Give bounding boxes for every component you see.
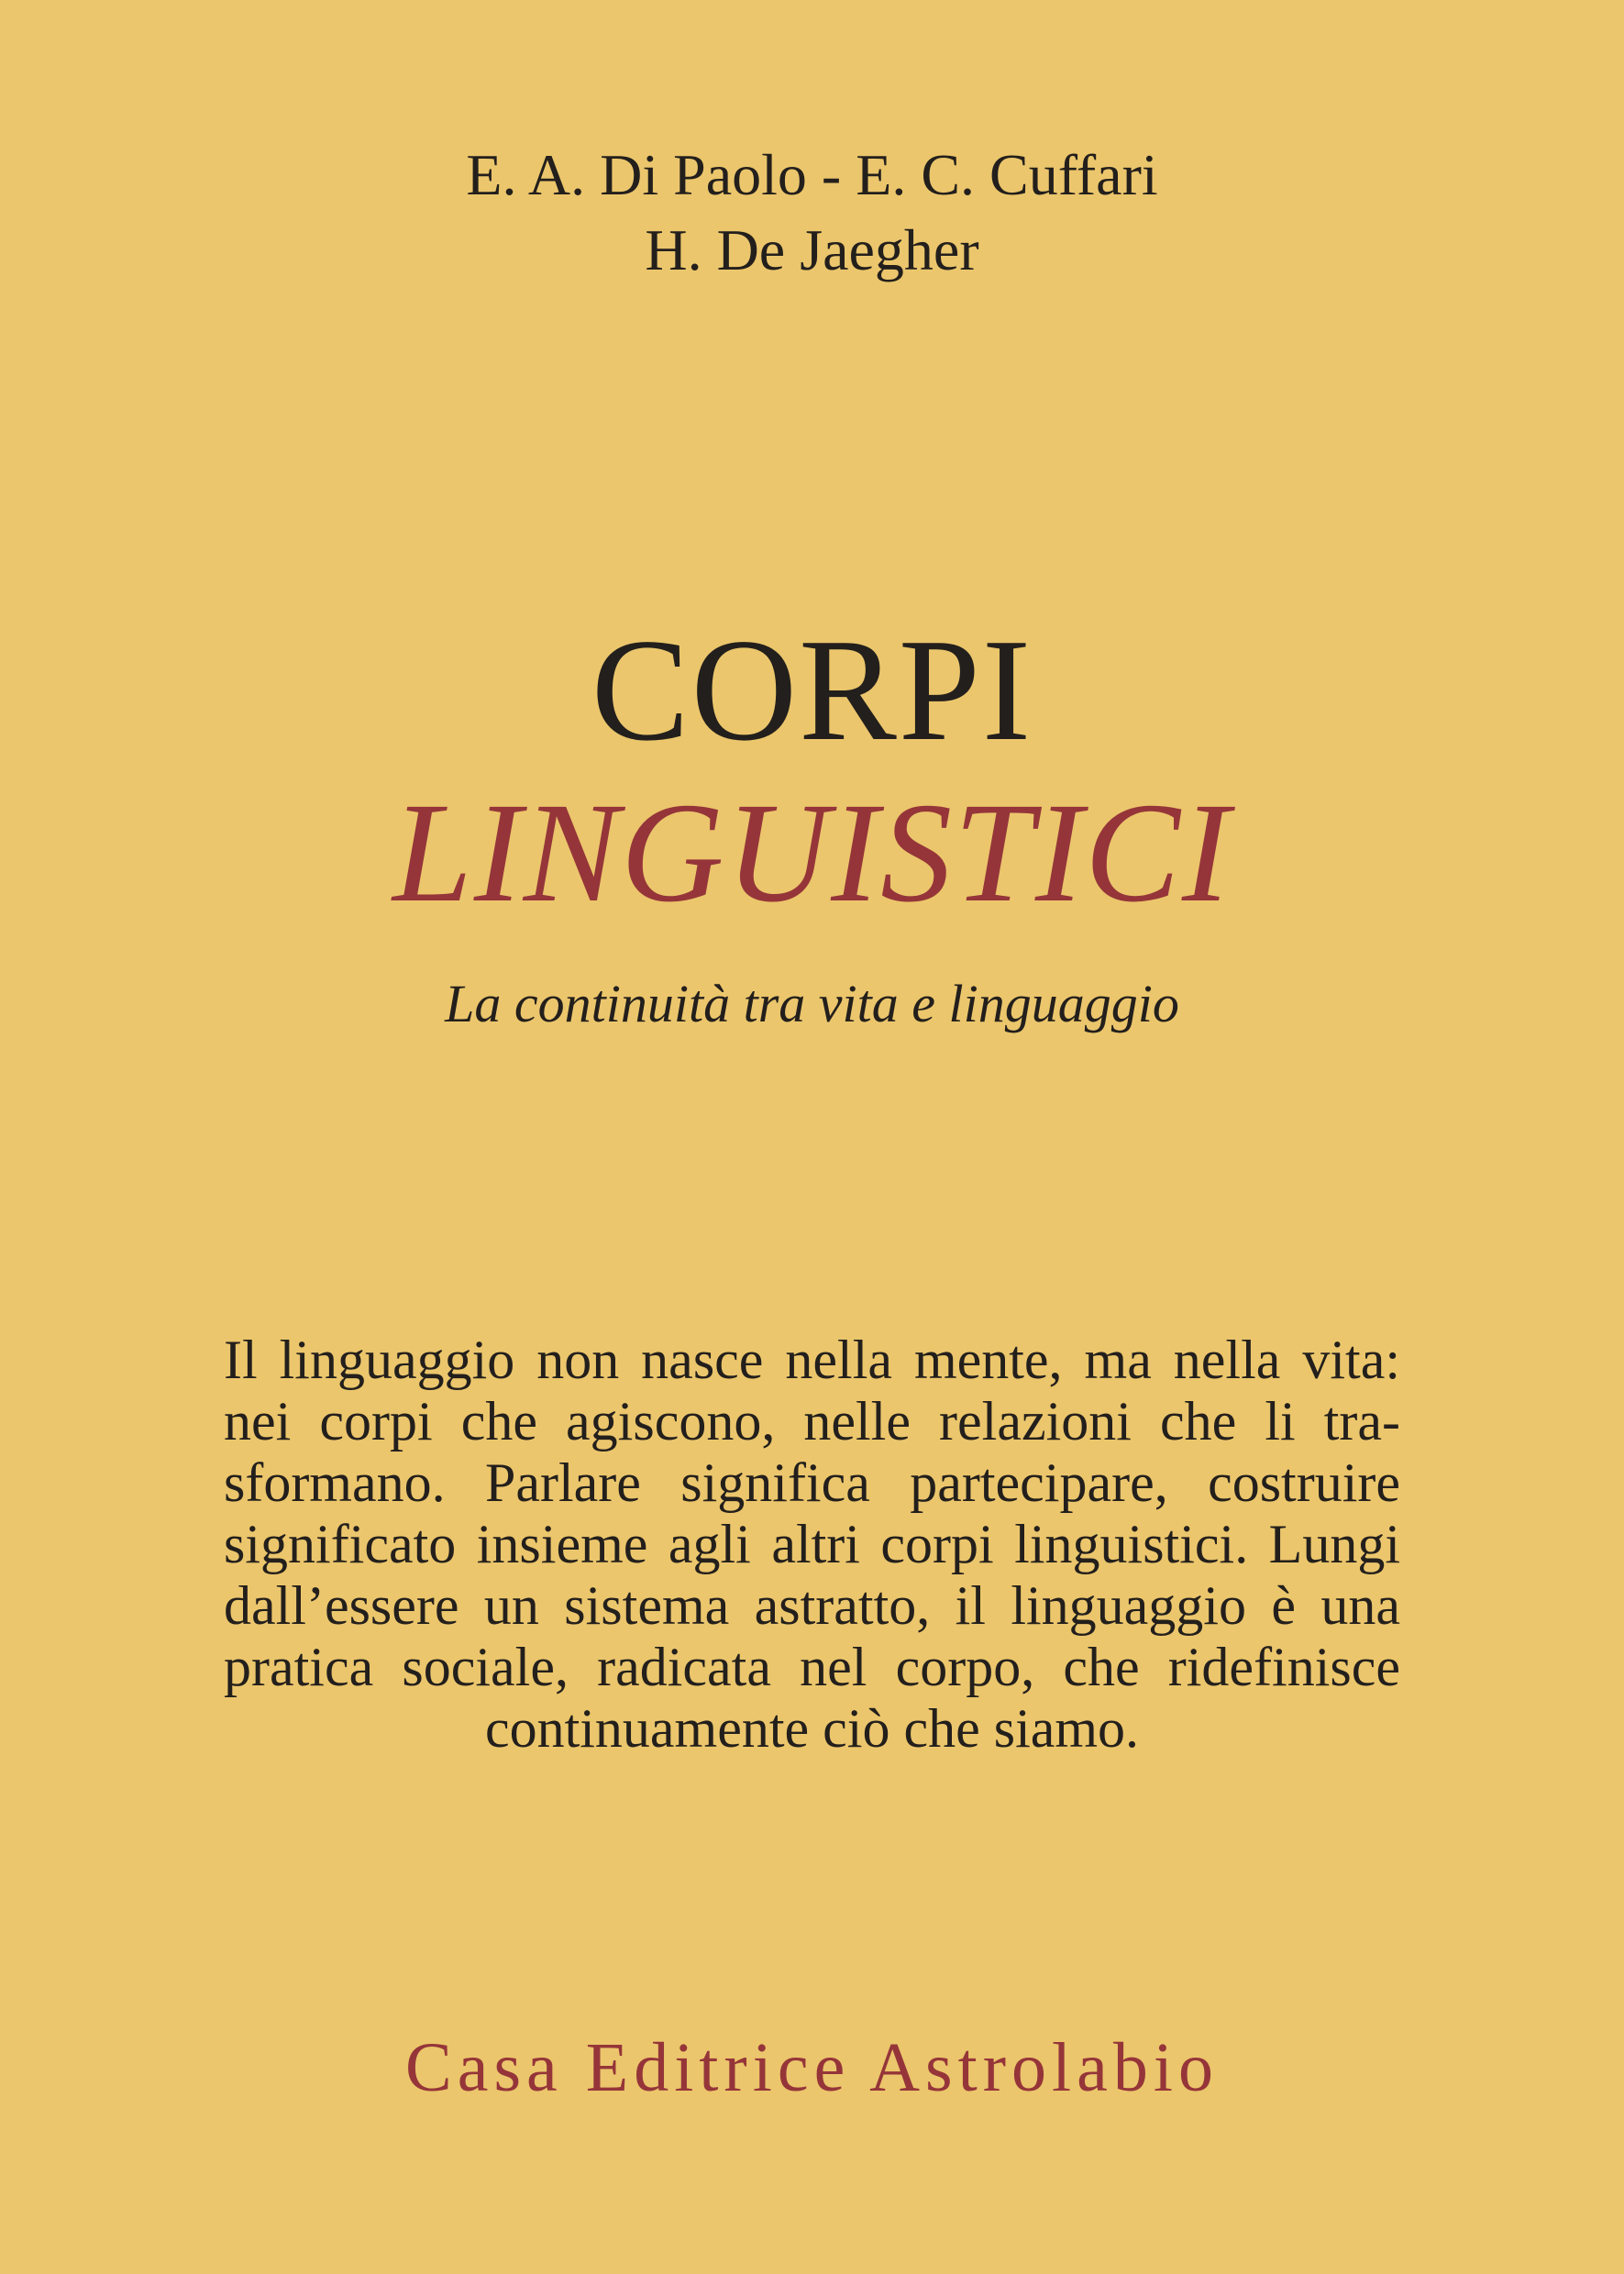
title-accent: LINGUISTICI <box>392 773 1232 932</box>
subtitle: La continuità tra vita e linguaggio <box>445 974 1179 1033</box>
authors <box>0 138 1624 288</box>
title-main: CORPI <box>591 608 1033 771</box>
publisher: Casa Editrice Astrolabio <box>405 2029 1219 2106</box>
blurb-line: continuamente ciò che siamo. <box>484 1698 1140 1759</box>
author-line-1: E. A. Di Paolo - E. C. Cuffari <box>466 142 1158 207</box>
blurb <box>224 1330 1400 1760</box>
blurb-line: pratica sociale, radicata nel corpo, che ridefinisce <box>224 1637 1400 1697</box>
blurb-line: Il linguaggio non nasce nella mente, ma nella vita: <box>224 1330 1400 1390</box>
author-line-2: H. De Jaegher <box>645 217 979 282</box>
blurb-line: significato insieme agli altri corpi linguistici. Lungi <box>224 1514 1400 1574</box>
blurb-line: sformano. Parlare significa partecipare, costruire <box>224 1452 1400 1513</box>
blurb-line: dall’essere un sistema astratto, il linguaggio è una <box>224 1575 1400 1636</box>
blurb-line: nei corpi che agiscono, nelle relazioni che li tra- <box>224 1391 1400 1452</box>
